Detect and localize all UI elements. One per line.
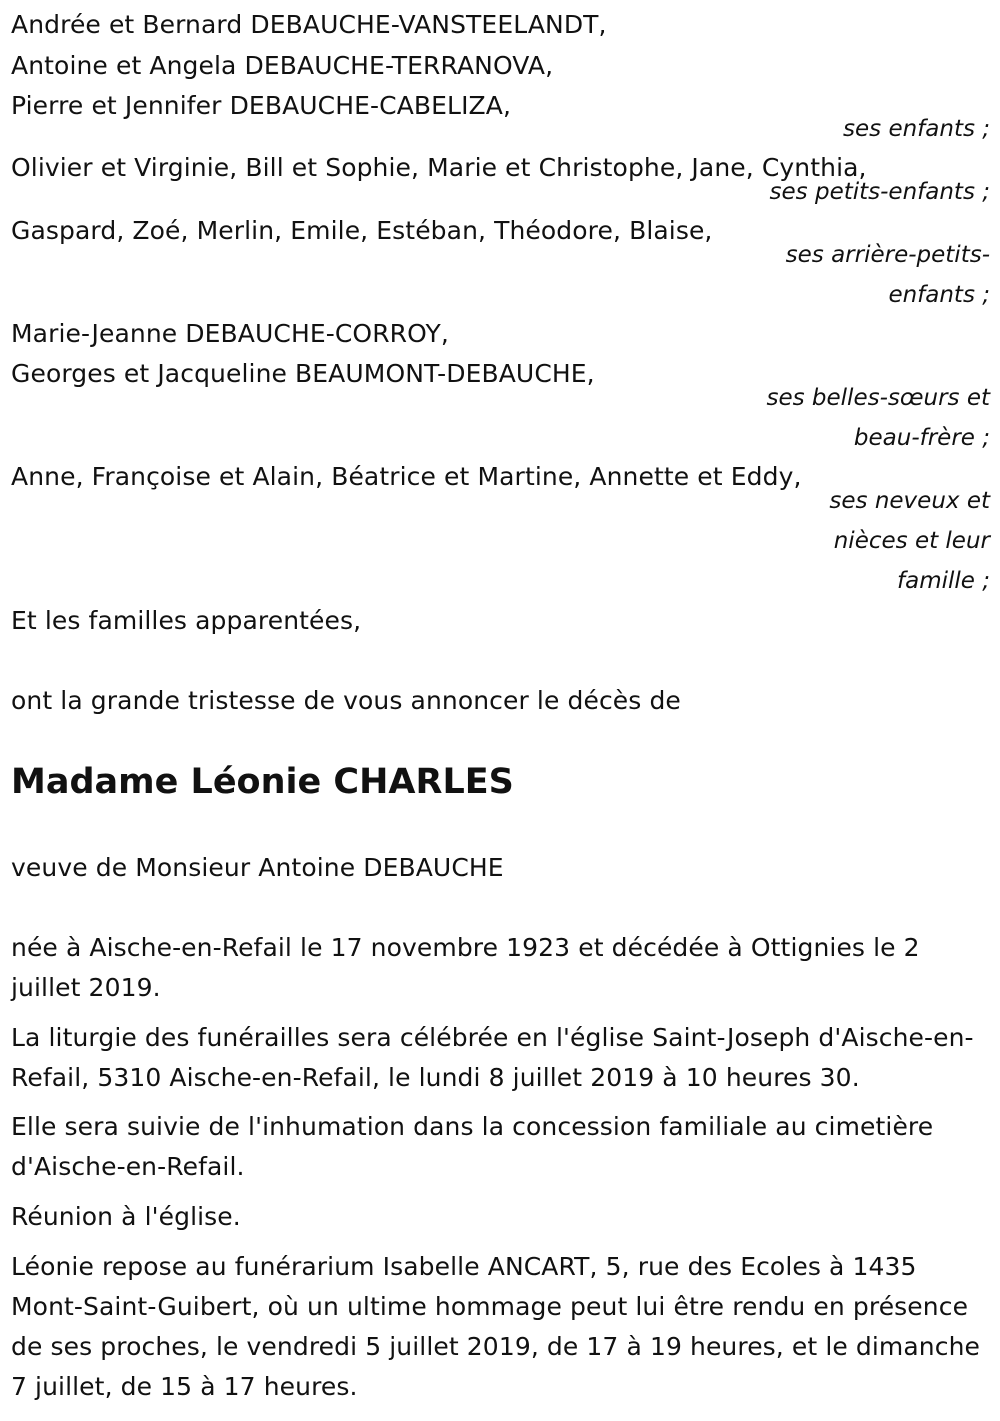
great-grandchildren-role-2: enfants ; (888, 282, 990, 308)
great-grandchildren: Gaspard, Zoé, Merlin, Emile, Estéban, Théodore, Blaise, (11, 216, 713, 245)
nephews-role-3: famille ; (897, 568, 990, 594)
viewing-paragraph: Léonie repose au funérarium Isabelle ANCART, 5, rue des Ecoles à 1435 Mont-Saint-Guibert, où un ultime hommage peut lui être rendu en présence de ses proches, le vendredi 5 juillet 2019, de 17 à 19 heures, et le dimanche 7 juillet, de 15 à 17 heures. (11, 1252, 981, 1401)
in-law-2: Georges et Jacqueline BEAUMONT-DEBAUCHE, (11, 359, 595, 388)
grandchildren: Olivier et Virginie, Bill et Sophie, Marie et Christophe, Jane, Cynthia, (11, 153, 867, 182)
child-3: Pierre et Jennifer DEBAUCHE-CABELIZA, (11, 91, 512, 120)
related-families: Et les familles apparentées, (11, 606, 362, 635)
meeting-paragraph: Réunion à l'église. (11, 1202, 241, 1231)
children-role: ses enfants ; (843, 116, 990, 142)
child-1: Andrée et Bernard DEBAUCHE-VANSTEELANDT, (11, 10, 607, 39)
child-2: Antoine et Angela DEBAUCHE-TERRANOVA, (11, 51, 554, 80)
deceased-name: Madame Léonie CHARLES (11, 762, 514, 802)
announcement-text: ont la grande tristesse de vous annoncer le décès de (11, 686, 681, 715)
nephews: Anne, Françoise et Alain, Béatrice et Martine, Annette et Eddy, (11, 462, 802, 491)
in-laws-role-1: ses belles-sœurs et (766, 385, 990, 411)
liturgy-paragraph: La liturgie des funérailles sera célébrée en l'église Saint-Joseph d'Aische-en-Refail, 5310 Aische-en-Refail, le lundi 8 juillet 2019 à 10 heures 30. (11, 1023, 974, 1092)
widow-of: veuve de Monsieur Antoine DEBAUCHE (11, 853, 504, 882)
birth-death-paragraph: née à Aische-en-Refail le 17 novembre 1923 et décédée à Ottignies le 2 juillet 2019. (11, 933, 920, 1002)
nephews-role-1: ses neveux et (829, 488, 990, 514)
great-grandchildren-role-1: ses arrière-petits- (785, 242, 990, 268)
nephews-role-2: nièces et leur (833, 528, 990, 554)
burial-paragraph: Elle sera suivie de l'inhumation dans la concession familiale au cimetière d'Aische-en-Refail. (11, 1112, 934, 1181)
in-law-1: Marie-Jeanne DEBAUCHE-CORROY, (11, 319, 449, 348)
in-laws-role-2: beau-frère ; (853, 425, 990, 451)
grandchildren-role: ses petits-enfants ; (769, 179, 990, 205)
